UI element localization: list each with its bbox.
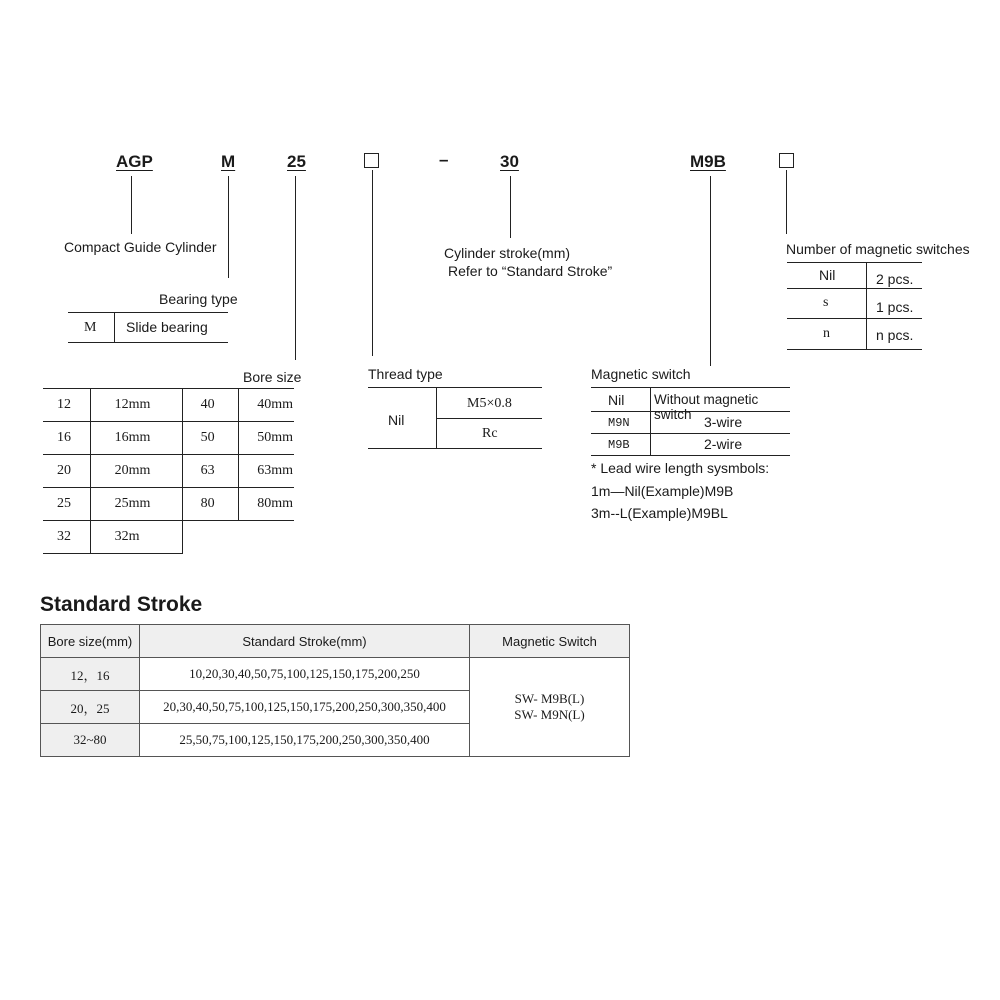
count-row-divider-2 <box>787 318 922 319</box>
label-switch-count: Number of magnetic switches <box>786 241 970 257</box>
table-row <box>43 455 294 488</box>
switch-nil: Nil <box>608 392 625 408</box>
row-bore: 32~80 <box>41 724 140 757</box>
label-thread: Thread type <box>368 366 443 382</box>
bore-size: 12mm <box>90 389 182 422</box>
bore-size: 16mm <box>90 422 182 455</box>
table-row <box>43 422 294 455</box>
leader-bore <box>295 176 296 360</box>
bearing-desc: Slide bearing <box>126 319 208 335</box>
switch-count-placeholder-box <box>779 153 794 168</box>
leader-stroke <box>510 176 511 238</box>
leader-thread <box>372 170 373 356</box>
switch-nil-desc: Without magnetic switch <box>654 392 759 422</box>
switch-line-2: SW- M9N(L) <box>514 707 585 722</box>
bearing-code: M <box>84 320 97 335</box>
row-strokes: 20,30,40,50,75,100,125,150,175,200,250,300,350,400 <box>140 691 470 724</box>
bore-size: 25mm <box>90 488 182 521</box>
bore-size: 40mm <box>239 389 294 422</box>
table-row <box>43 488 294 521</box>
row-bore: 20，25 <box>41 691 140 724</box>
switch-table <box>591 387 790 456</box>
header-switch: Magnetic Switch <box>470 625 630 658</box>
thread-option-m5: M5×0.8 <box>467 396 512 411</box>
header-bore: Bore size(mm) <box>41 625 140 658</box>
code-switch: M9B <box>690 152 726 171</box>
table-header-row <box>41 625 630 658</box>
count-code-nil: Nil <box>819 267 836 283</box>
switch-divider <box>650 388 651 455</box>
count-code-n: n <box>823 326 830 341</box>
switch-line-1: SW- M9B(L) <box>514 691 585 706</box>
count-val-n: n pcs. <box>876 327 914 343</box>
code-bore: 25 <box>287 152 306 171</box>
thread-placeholder-box <box>364 153 379 168</box>
switch-desc-3wire: 3-wire <box>704 414 743 430</box>
leader-series <box>131 176 132 234</box>
row-strokes: 10,20,30,40,50,75,100,125,150,175,200,250 <box>140 658 470 691</box>
bore-code: 32 <box>43 521 90 554</box>
table-row <box>43 521 294 554</box>
switch-code-m9b: M9B <box>608 438 630 452</box>
switch-desc-2wire: 2-wire <box>704 436 743 452</box>
code-stroke: 30 <box>500 152 519 171</box>
bearing-table <box>68 312 228 343</box>
bore-size: 20mm <box>90 455 182 488</box>
thread-row-divider <box>436 418 542 419</box>
leader-switch-count <box>786 170 787 234</box>
bore-size: 63mm <box>239 455 294 488</box>
bore-table <box>43 388 294 554</box>
table-row <box>43 389 294 422</box>
label-bore: Bore size <box>243 369 302 385</box>
row-bore: 12，16 <box>41 658 140 691</box>
row-strokes: 25,50,75,100,125,150,175,200,250,300,350,400 <box>140 724 470 757</box>
bore-size: 32m <box>90 521 182 554</box>
count-val-s: 1 pcs. <box>876 299 914 315</box>
thread-table <box>368 387 542 449</box>
leader-switch <box>710 176 711 366</box>
thread-nil: Nil <box>388 412 405 428</box>
standard-stroke-table <box>40 624 630 757</box>
code-series: AGP <box>116 152 153 171</box>
switch-row-divider-2 <box>591 433 790 434</box>
count-row-divider-1 <box>787 288 922 289</box>
bore-code: 20 <box>43 455 90 488</box>
switch-code-m9n: M9N <box>608 416 630 430</box>
bore-code: 16 <box>43 422 90 455</box>
bore-size: 80mm <box>239 488 294 521</box>
leader-bearing <box>228 176 229 278</box>
switch-note-1: * Lead wire length sysmbols: <box>591 460 770 476</box>
header-stroke: Standard Stroke(mm) <box>140 625 470 658</box>
label-series: Compact Guide Cylinder <box>64 239 217 255</box>
bearing-divider <box>114 313 115 342</box>
label-stroke-1: Cylinder stroke(mm) <box>444 245 571 261</box>
count-divider <box>866 263 867 349</box>
count-val-nil: 2 pcs. <box>876 271 914 287</box>
code-dash: – <box>439 150 449 169</box>
switch-count-table <box>787 262 922 350</box>
table-row <box>41 658 630 691</box>
thread-option-rc: Rc <box>482 426 498 441</box>
bore-code: 12 <box>43 389 90 422</box>
switch-note-3: 3m--L(Example)M9BL <box>591 505 728 521</box>
switch-note-2: 1m—Nil(Example)M9B <box>591 483 734 499</box>
bore-code: 63 <box>182 455 239 488</box>
bore-code: 40 <box>182 389 239 422</box>
bore-code: 25 <box>43 488 90 521</box>
switch-cell <box>470 658 630 757</box>
bore-size: 50mm <box>239 422 294 455</box>
bore-code: 80 <box>182 488 239 521</box>
label-stroke-2: Refer to “Standard Stroke” <box>448 263 613 279</box>
bore-code: 50 <box>182 422 239 455</box>
code-bearing: M <box>221 152 236 171</box>
standard-stroke-title: Standard Stroke <box>40 593 203 616</box>
label-bearing: Bearing type <box>159 291 238 307</box>
label-switch: Magnetic switch <box>591 366 691 382</box>
count-code-s: s <box>823 295 829 310</box>
